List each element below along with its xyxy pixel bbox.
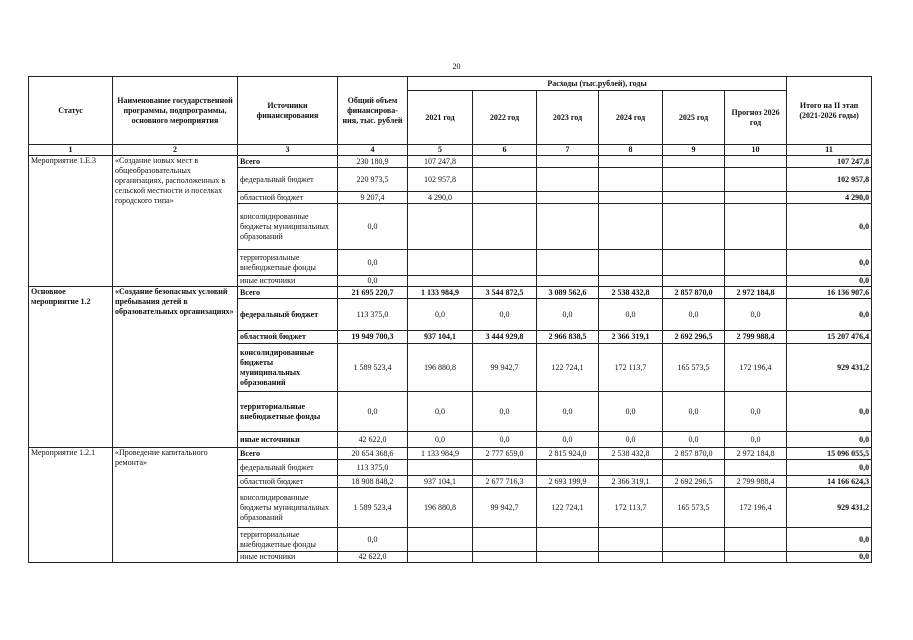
cell-y2025: [663, 192, 725, 204]
cell-y2023: 3 089 562,6: [537, 287, 599, 299]
column-index: 7: [537, 145, 599, 156]
section-name: «Создание безопасных условий пребывания детей в образовательных организациях»: [113, 287, 238, 448]
cell-y2024: 2 366 319,1: [599, 331, 663, 344]
cell-y2021: 102 957,8: [408, 168, 473, 192]
cell-y2024: [599, 528, 663, 552]
cell-total: 113 375,0: [338, 460, 408, 476]
cell-y2024: 172 113,7: [599, 344, 663, 392]
cell-stage: 15 207 476,4: [787, 331, 872, 344]
col-header-2024: 2024 год: [599, 91, 663, 145]
cell-y2021: 0,0: [408, 392, 473, 432]
cell-stage: 0,0: [787, 432, 872, 448]
cell-y2021: 196 880,8: [408, 488, 473, 528]
funding-source: иные источники: [238, 552, 338, 563]
cell-y2026: 2 972 184,8: [725, 448, 787, 460]
funding-source: федеральный бюджет: [238, 460, 338, 476]
cell-stage: 16 136 907,6: [787, 287, 872, 299]
cell-stage: 0,0: [787, 204, 872, 250]
cell-total: 113 375,0: [338, 299, 408, 331]
cell-y2023: [537, 250, 599, 276]
section-status: Основное мероприятие 1.2: [29, 287, 113, 448]
col-header-source: Источники финансирования: [238, 77, 338, 145]
cell-y2024: [599, 156, 663, 168]
table-row: [29, 156, 872, 168]
cell-y2021: 107 247,8: [408, 156, 473, 168]
cell-y2021: 1 133 984,9: [408, 448, 473, 460]
cell-y2025: [663, 460, 725, 476]
column-index: 10: [725, 145, 787, 156]
cell-y2026: 2 799 988,4: [725, 331, 787, 344]
cell-total: 0,0: [338, 250, 408, 276]
funding-source: иные источники: [238, 432, 338, 448]
cell-y2021: [408, 250, 473, 276]
cell-y2026: [725, 552, 787, 563]
cell-y2025: [663, 528, 725, 552]
cell-y2023: 0,0: [537, 392, 599, 432]
cell-y2025: 0,0: [663, 392, 725, 432]
cell-y2025: 0,0: [663, 432, 725, 448]
col-header-name: Наименование государственной программы, подпрограммы, основного мероприятия: [113, 77, 238, 145]
cell-y2022: [473, 276, 537, 287]
column-index: 6: [473, 145, 537, 156]
cell-y2025: [663, 204, 725, 250]
col-header-2022: 2022 год: [473, 91, 537, 145]
funding-source: Всего: [238, 287, 338, 299]
cell-y2023: 2 966 838,5: [537, 331, 599, 344]
section-name: «Проведение капитального ремонта»: [113, 448, 238, 563]
cell-y2021: [408, 460, 473, 476]
col-header-2026: Прогноз 2026 год: [725, 91, 787, 145]
column-index: 1: [29, 145, 113, 156]
table-row: [29, 448, 872, 460]
cell-y2022: [473, 250, 537, 276]
cell-y2023: [537, 156, 599, 168]
cell-y2026: [725, 528, 787, 552]
cell-y2023: 0,0: [537, 299, 599, 331]
section-status: Мероприятие 1.Е.3: [29, 156, 113, 287]
cell-y2022: 99 942,7: [473, 488, 537, 528]
cell-y2026: 0,0: [725, 392, 787, 432]
cell-y2025: 165 573,5: [663, 344, 725, 392]
cell-y2026: 0,0: [725, 432, 787, 448]
funding-source: территориальные внебюджетные фонды: [238, 250, 338, 276]
col-header-stage: Итого на II этап (2021-2026 годы): [787, 77, 872, 145]
cell-stage: 0,0: [787, 299, 872, 331]
cell-y2022: 3 444 929,8: [473, 331, 537, 344]
funding-source: консолидированные бюджеты муниципальных образований: [238, 344, 338, 392]
cell-y2026: 2 972 184,8: [725, 287, 787, 299]
cell-total: 220 973,5: [338, 168, 408, 192]
cell-y2022: 3 544 872,5: [473, 287, 537, 299]
cell-y2022: 0,0: [473, 392, 537, 432]
column-index: 11: [787, 145, 872, 156]
cell-stage: 0,0: [787, 276, 872, 287]
cell-total: 0,0: [338, 204, 408, 250]
column-index-row: [29, 145, 872, 156]
page-number: 20: [452, 62, 461, 71]
cell-y2026: 172 196,4: [725, 344, 787, 392]
cell-y2021: 937 104,1: [408, 476, 473, 488]
cell-y2021: [408, 204, 473, 250]
column-index: 9: [663, 145, 725, 156]
cell-y2021: 937 104,1: [408, 331, 473, 344]
col-header-total: Общий объем финансирова-ния, тыс. рублей: [338, 77, 408, 145]
cell-y2026: [725, 192, 787, 204]
funding-source: областной бюджет: [238, 476, 338, 488]
cell-y2024: 2 366 319,1: [599, 476, 663, 488]
cell-y2024: [599, 250, 663, 276]
cell-y2021: 4 290,0: [408, 192, 473, 204]
column-index: 4: [338, 145, 408, 156]
cell-y2022: 99 942,7: [473, 344, 537, 392]
cell-y2025: 0,0: [663, 299, 725, 331]
cell-y2026: [725, 204, 787, 250]
cell-y2023: [537, 192, 599, 204]
cell-total: 19 949 700,3: [338, 331, 408, 344]
cell-stage: 0,0: [787, 528, 872, 552]
cell-y2021: 1 133 984,9: [408, 287, 473, 299]
cell-y2022: 0,0: [473, 299, 537, 331]
cell-y2021: 0,0: [408, 299, 473, 331]
cell-y2023: [537, 276, 599, 287]
cell-y2026: [725, 250, 787, 276]
cell-y2023: [537, 552, 599, 563]
cell-y2023: [537, 460, 599, 476]
funding-source: областной бюджет: [238, 331, 338, 344]
cell-y2026: [725, 156, 787, 168]
cell-y2026: [725, 168, 787, 192]
cell-y2023: 0,0: [537, 432, 599, 448]
cell-stage: 15 096 055,5: [787, 448, 872, 460]
cell-y2025: 2 857 870,0: [663, 448, 725, 460]
cell-total: 230 180,9: [338, 156, 408, 168]
funding-source: консолидированные бюджеты муниципальных образований: [238, 488, 338, 528]
cell-stage: 0,0: [787, 460, 872, 476]
col-header-status: Статус: [29, 77, 113, 145]
cell-y2024: [599, 276, 663, 287]
cell-y2024: 2 538 432,8: [599, 287, 663, 299]
cell-stage: 0,0: [787, 392, 872, 432]
cell-y2023: 122 724,1: [537, 344, 599, 392]
cell-stage: 102 957,8: [787, 168, 872, 192]
cell-total: 0,0: [338, 392, 408, 432]
cell-y2025: [663, 552, 725, 563]
table-row: [29, 287, 872, 299]
cell-y2025: [663, 156, 725, 168]
cell-y2021: 0,0: [408, 432, 473, 448]
cell-y2023: [537, 168, 599, 192]
cell-y2025: [663, 276, 725, 287]
cell-y2026: 172 196,4: [725, 488, 787, 528]
funding-source: территориальные внебюджетные фонды: [238, 528, 338, 552]
column-index: 3: [238, 145, 338, 156]
cell-y2024: 0,0: [599, 392, 663, 432]
cell-y2022: [473, 460, 537, 476]
cell-y2024: [599, 204, 663, 250]
cell-y2021: [408, 276, 473, 287]
section-status: Мероприятие 1.2.1: [29, 448, 113, 563]
cell-stage: 107 247,8: [787, 156, 872, 168]
cell-total: 1 589 523,4: [338, 488, 408, 528]
funding-source: Всего: [238, 156, 338, 168]
cell-y2023: [537, 204, 599, 250]
cell-total: 20 654 368,6: [338, 448, 408, 460]
cell-y2024: 172 113,7: [599, 488, 663, 528]
cell-y2026: 0,0: [725, 299, 787, 331]
cell-total: 0,0: [338, 528, 408, 552]
cell-y2025: [663, 168, 725, 192]
cell-total: 1 589 523,4: [338, 344, 408, 392]
cell-y2025: 2 857 870,0: [663, 287, 725, 299]
cell-y2024: 0,0: [599, 432, 663, 448]
cell-y2021: [408, 552, 473, 563]
cell-stage: 14 166 624,3: [787, 476, 872, 488]
cell-y2026: [725, 460, 787, 476]
col-header-2025: 2025 год: [663, 91, 725, 145]
funding-source: иные источники: [238, 276, 338, 287]
cell-y2022: 2 677 716,3: [473, 476, 537, 488]
cell-y2022: [473, 204, 537, 250]
col-header-expenses: Расходы (тыс.рублей), годы: [408, 77, 787, 91]
cell-y2022: [473, 528, 537, 552]
cell-y2025: [663, 250, 725, 276]
cell-y2021: [408, 528, 473, 552]
cell-total: 42 622,0: [338, 432, 408, 448]
cell-y2024: [599, 460, 663, 476]
cell-y2024: 2 538 432,8: [599, 448, 663, 460]
cell-stage: 0,0: [787, 552, 872, 563]
section-name: «Создание новых мест в общеобразовательных организациях, расположенных в сельской местности и поселках городского типа»: [113, 156, 238, 287]
cell-y2026: [725, 276, 787, 287]
cell-total: 9 207,4: [338, 192, 408, 204]
column-index: 5: [408, 145, 473, 156]
cell-total: 18 908 848,2: [338, 476, 408, 488]
cell-y2022: 2 777 659,0: [473, 448, 537, 460]
funding-source: консолидированные бюджеты муниципальных образований: [238, 204, 338, 250]
cell-y2021: 196 880,8: [408, 344, 473, 392]
cell-total: 42 622,0: [338, 552, 408, 563]
cell-y2024: [599, 168, 663, 192]
cell-y2023: 122 724,1: [537, 488, 599, 528]
cell-y2022: [473, 192, 537, 204]
cell-y2023: 2 693 199,9: [537, 476, 599, 488]
cell-y2025: 165 573,5: [663, 488, 725, 528]
cell-y2023: 2 815 924,0: [537, 448, 599, 460]
cell-y2022: [473, 552, 537, 563]
cell-y2025: 2 692 296,5: [663, 476, 725, 488]
budget-table: [28, 76, 872, 563]
cell-y2026: 2 799 988,4: [725, 476, 787, 488]
cell-stage: 4 290,0: [787, 192, 872, 204]
cell-stage: 929 431,2: [787, 488, 872, 528]
cell-total: 0,0: [338, 276, 408, 287]
cell-y2022: 0,0: [473, 432, 537, 448]
cell-y2022: [473, 156, 537, 168]
col-header-2023: 2023 год: [537, 91, 599, 145]
funding-source: федеральный бюджет: [238, 168, 338, 192]
funding-source: Всего: [238, 448, 338, 460]
cell-total: 21 695 220,7: [338, 287, 408, 299]
column-index: 8: [599, 145, 663, 156]
cell-y2023: [537, 528, 599, 552]
cell-y2024: [599, 552, 663, 563]
funding-source: областной бюджет: [238, 192, 338, 204]
cell-stage: 0,0: [787, 250, 872, 276]
cell-stage: 929 431,2: [787, 344, 872, 392]
funding-source: территориальные внебюджетные фонды: [238, 392, 338, 432]
col-header-2021: 2021 год: [408, 91, 473, 145]
cell-y2025: 2 692 296,5: [663, 331, 725, 344]
cell-y2022: [473, 168, 537, 192]
cell-y2024: 0,0: [599, 299, 663, 331]
column-index: 2: [113, 145, 238, 156]
funding-source: федеральный бюджет: [238, 299, 338, 331]
cell-y2024: [599, 192, 663, 204]
